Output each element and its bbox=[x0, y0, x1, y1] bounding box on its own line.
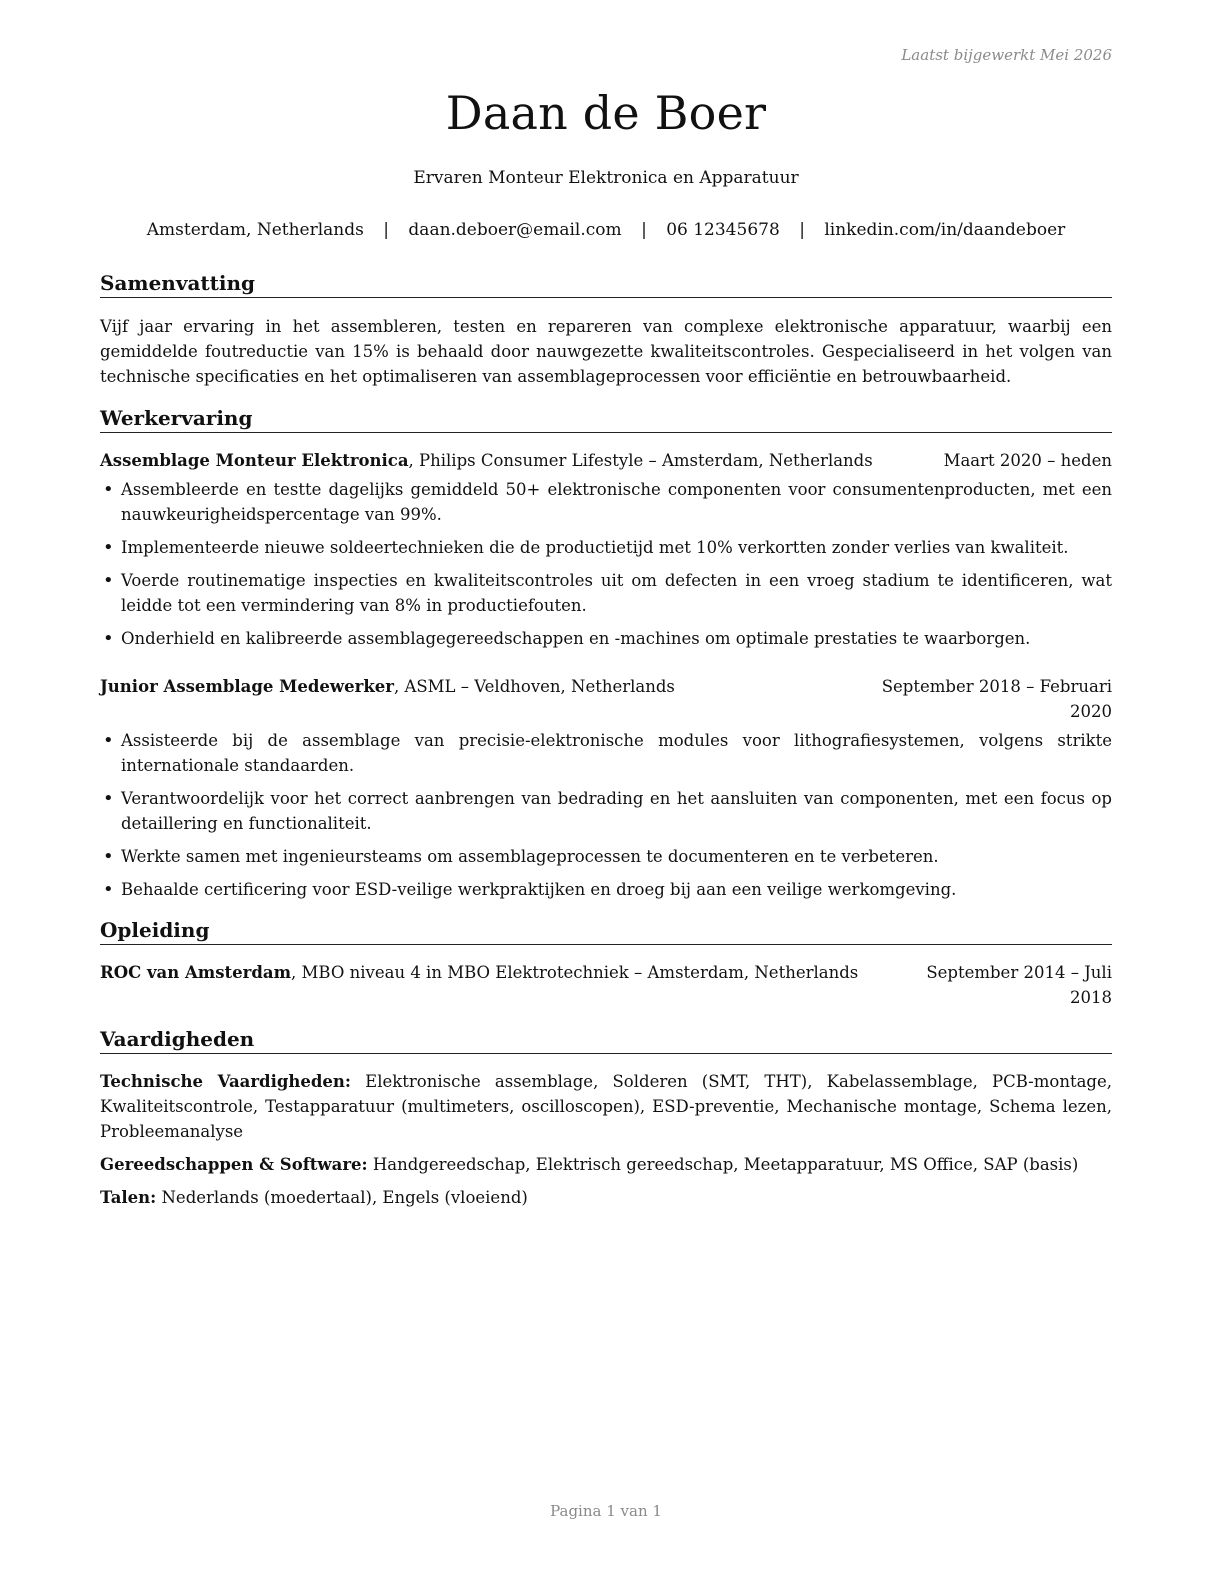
job-dates: Maart 2020 – heden bbox=[943, 451, 1112, 470]
last-updated: Laatst bijgewerkt Mei 2026 bbox=[901, 46, 1112, 64]
skill-row-technical bbox=[100, 1069, 1112, 1144]
list-item: • Implementeerde nieuwe soldeertechnieken die de productietijd met 10% verkortten zonder verlies van kwaliteit. bbox=[100, 535, 1112, 560]
job-bullets bbox=[100, 728, 1112, 902]
page-number: Pagina 1 van 1 bbox=[550, 1502, 662, 1520]
list-item: • Werkte samen met ingenieursteams om assemblageprocessen te documenteren en te verbeteren. bbox=[100, 844, 1112, 869]
job-entry-philips bbox=[100, 448, 1112, 659]
education-line bbox=[100, 960, 878, 985]
contact-email[interactable]: daan.deboer@email.com bbox=[408, 220, 622, 240]
education-header bbox=[100, 960, 1112, 1010]
skill-label: Talen: bbox=[100, 1188, 157, 1207]
list-item: • Assisteerde bij de assemblage van precisie-elektronische modules voor lithografiesystemen, volgens strikte internationale standaarden. bbox=[100, 728, 1112, 778]
contact-separator: | bbox=[641, 220, 647, 240]
job-dates: September 2018 – Februari 2020 bbox=[881, 677, 1112, 721]
contact-separator: | bbox=[383, 220, 390, 240]
list-item: • Verantwoordelijk voor het correct aanbrengen van bedrading en het aansluiten van componenten, met een focus op detaillering en functionaliteit. bbox=[100, 786, 1112, 836]
experience-heading: Werkervaring bbox=[100, 405, 1112, 433]
education-heading: Opleiding bbox=[100, 917, 1112, 945]
education-dates: September 2014 – Juli 2018 bbox=[926, 963, 1112, 1007]
list-item: • Behaalde certificering voor ESD-veilige werkpraktijken en droeg bij aan een veilige werkomgeving. bbox=[100, 877, 1112, 902]
resume-page bbox=[100, 0, 1112, 1584]
job-header bbox=[100, 448, 1112, 473]
skills-heading: Vaardigheden bbox=[100, 1026, 1112, 1054]
summary-heading: Samenvatting bbox=[100, 270, 1112, 298]
list-item: • Assembleerde en testte dagelijks gemiddeld 50+ elektronische componenten voor consumentenproducten, met een nauwkeurigheidspercentage van 99%. bbox=[100, 477, 1112, 527]
list-item: • Voerde routinematige inspecties en kwaliteitscontroles uit om defecten in een vroeg stadium te identificeren, wat leidde tot een vermindering van 8% in productiefouten. bbox=[100, 568, 1112, 618]
skill-value: Elektronische assemblage, Solderen (SMT, THT), Kabelassemblage, PCB-montage, Kwaliteitscontrole, Testapparatuur (multimeters, oscilloscopen), ESD-preventie, Mechanische montage, Schema lezen, Probleemanalyse bbox=[100, 1072, 1112, 1141]
candidate-name: Daan de Boer bbox=[445, 86, 767, 140]
skill-row-tools bbox=[100, 1152, 1112, 1177]
education-entry bbox=[100, 960, 1112, 1010]
job-entry-asml bbox=[100, 674, 1112, 910]
skill-label: Gereedschappen & Software: bbox=[100, 1155, 368, 1174]
skills-list bbox=[100, 1069, 1112, 1218]
education-detail: , MBO niveau 4 in MBO Elektrotechniek – Amsterdam, Netherlands bbox=[291, 963, 859, 982]
job-title-line bbox=[100, 448, 930, 473]
headline: Ervaren Monteur Elektronica en Apparatuur bbox=[413, 168, 799, 188]
job-role: Junior Assemblage Medewerker bbox=[100, 677, 394, 696]
contact-line bbox=[100, 220, 1112, 240]
skill-row-languages bbox=[100, 1185, 1112, 1210]
contact-phone: 06 12345678 bbox=[666, 220, 780, 240]
education-school: ROC van Amsterdam bbox=[100, 963, 292, 982]
contact-linkedin[interactable]: linkedin.com/in/daandeboer bbox=[824, 220, 1066, 240]
job-title-line bbox=[100, 674, 858, 699]
skill-label: Technische Vaardigheden: bbox=[100, 1072, 352, 1091]
job-header bbox=[100, 674, 1112, 724]
contact-separator: | bbox=[799, 220, 805, 240]
list-item: • Onderhield en kalibreerde assemblagegereedschappen en -machines om optimale prestaties te waarborgen. bbox=[100, 626, 1112, 651]
skill-value: Handgereedschap, Elektrisch gereedschap, Meetapparatuur, MS Office, SAP (basis) bbox=[367, 1155, 1079, 1174]
job-role: Assemblage Monteur Elektronica bbox=[100, 451, 409, 470]
job-company: , Philips Consumer Lifestyle – Amsterdam, Netherlands bbox=[408, 451, 873, 470]
summary-text: Vijf jaar ervaring in het assembleren, testen en repareren van complexe elektronische apparatuur, waarbij een gemiddelde foutreductie van 15% is behaald door nauwgezette kwaliteitscontroles. Gespecialiseerd in het volgen van technische specificaties en het optimaliseren van assemblageprocessen voor efficiëntie en betrouwbaarheid. bbox=[100, 317, 1112, 386]
job-bullets bbox=[100, 477, 1112, 651]
job-company: , ASML – Veldhoven, Netherlands bbox=[393, 677, 675, 696]
skill-value: Nederlands (moedertaal), Engels (vloeiend) bbox=[156, 1188, 528, 1207]
contact-location: Amsterdam, Netherlands bbox=[146, 220, 364, 240]
